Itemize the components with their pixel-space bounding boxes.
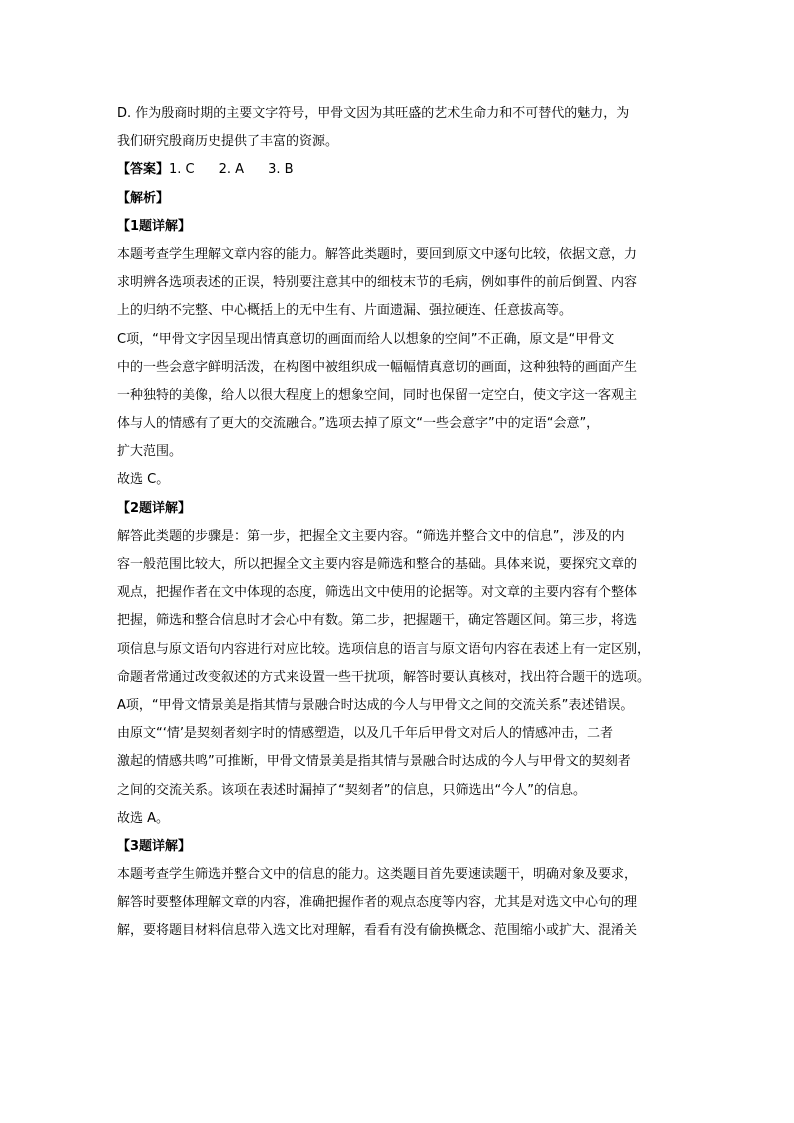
option-d-line-2: 我们研究殷商历史提供了丰富的资源。 xyxy=(117,134,339,150)
q1-conclusion: 故选 C。 xyxy=(117,472,170,488)
q2-line: 把握，筛选和整合信息时才会心中有数。第二步，把握题干，确定答题区间。第三步，将选 xyxy=(117,613,638,629)
q2-line: 之间的交流关系。该项在表述时漏掉了“契刻者”的信息，只筛选出“今人”的信息。 xyxy=(117,782,586,798)
q1-line: 求明辨各选项表述的正误，特别要注意其中的细枝末节的毛病，例如事件的前后倒置、内容 xyxy=(117,275,638,291)
q2-line: 项信息与原文语句内容进行对应比较。选项信息的语言与原文语句内容在表述上有一定区别， xyxy=(117,641,651,657)
q2-conclusion: 故选 A。 xyxy=(117,810,170,826)
q1-line: 扩大范围。 xyxy=(117,444,183,460)
q1-heading: 【1题详解】 xyxy=(117,218,192,234)
q2-heading: 【2题详解】 xyxy=(117,500,192,516)
answer-tag: 【答案】 xyxy=(117,162,170,178)
q2-line: 观点，把握作者在文中体现的态度，筛选出文中使用的论据等。对文章的主要内容有个整体 xyxy=(117,585,638,601)
q1-line: 体与人的情感有了更大的交流融合。”选项去掉了原文“一些会意字”中的定语“会意”， xyxy=(117,416,600,432)
document-page xyxy=(117,100,681,946)
answer-line xyxy=(117,156,681,184)
option-d-line-1: D. 作为殷商时期的主要文字符号，甲骨文因为其旺盛的艺术生命力和不可替代的魅力，为 xyxy=(117,106,630,121)
q1-line: 本题考查学生理解文章内容的能力。解答此类题时，要回到原文中逐句比较，依据文意，力 xyxy=(117,246,638,262)
analysis-tag: 【解析】 xyxy=(117,190,170,206)
q2-line: 激起的情感共鸣”可推断，甲骨文情景美是指其情与景融合时达成的今人与甲骨文的契刻者 xyxy=(117,754,631,770)
q3-line: 解答时要整体理解文章的内容，准确把握作者的观点态度等内容，尤其是对选文中心句的理 xyxy=(117,895,638,911)
answer-item-3: 3. B xyxy=(268,162,294,178)
q2-line: A项，“甲骨文情景美是指其情与景融合时达成的今人与甲骨文之间的交流关系”表述错误。 xyxy=(117,697,634,713)
q3-line: 解，要将题目材料信息带入选文比对理解，看看有没有偷换概念、范围缩小或扩大、混淆关 xyxy=(117,923,638,939)
q2-line: 容一般范围比较大，所以把握全文主要内容是筛选和整合的基础。具体来说，要探究文章的 xyxy=(117,557,638,572)
q2-line: 由原文“‘情’是契刻者刻字时的情感塑造，以及几千年后甲骨文对后人的情感冲击，二者 xyxy=(117,726,614,742)
answer-item-2: 2. A xyxy=(218,162,245,178)
answer-item-1: 1. C xyxy=(169,162,195,178)
q1-line: 中的一些会意字鲜明活泼，在构图中被组织成一幅幅情真意切的画面，这种独特的画面产生 xyxy=(117,359,638,375)
q3-heading: 【3题详解】 xyxy=(117,838,192,854)
q2-line: 命题者常通过改变叙述的方式来设置一些干扰项，解答时要认真核对，找出符合题干的选项。 xyxy=(117,669,651,685)
q3-line: 本题考查学生筛选并整合文中的信息的能力。这类题目首先要速读题干，明确对象及要求， xyxy=(117,867,638,883)
q1-line: 一种独特的美像，给人以很大程度上的想象空间，同时也保留一定空白，使文字这一客观主 xyxy=(117,387,638,403)
q1-line: C项，“甲骨文字因呈现出情真意切的画面而给人以想象的空间”不正确，原文是“甲骨文 xyxy=(117,331,615,347)
q2-line: 解答此类题的步骤是：第一步，把握全文主要内容。“筛选并整合文中的信息”，涉及的内 xyxy=(117,528,625,544)
q1-line: 上的归纳不完整、中心概括上的无中生有、片面遗漏、强拉硬连、任意拔高等。 xyxy=(117,303,573,319)
